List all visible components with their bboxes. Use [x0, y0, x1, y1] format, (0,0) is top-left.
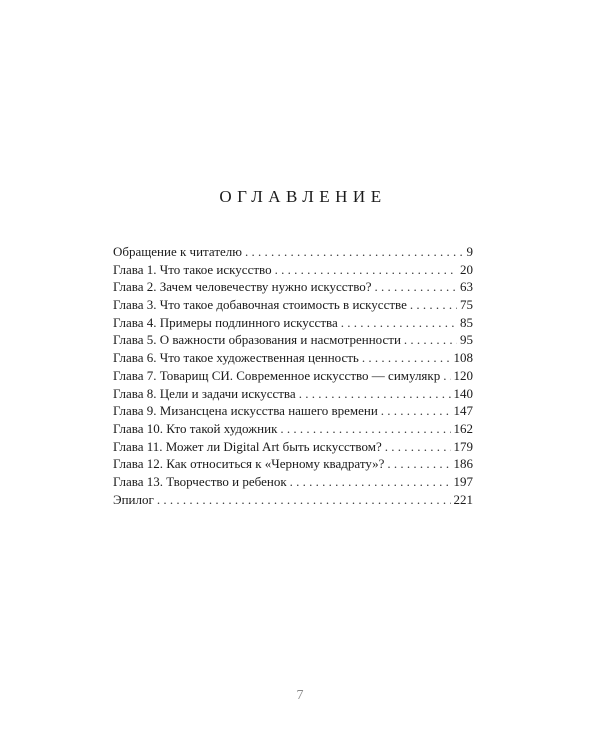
toc-entry-page: 20	[460, 261, 473, 277]
toc-dot-leader	[381, 402, 451, 420]
toc-dot-leader	[443, 367, 450, 385]
toc-entry-page: 85	[460, 314, 473, 330]
toc-entry-label: Глава 12. Как относиться к «Черному квадрату»?	[113, 456, 385, 472]
toc-entry	[113, 385, 473, 403]
toc-entry	[113, 402, 473, 420]
toc-entry-label: Глава 13. Творчество и ребенок	[113, 473, 287, 489]
toc-entry-page: 95	[460, 332, 473, 348]
toc-entry-label: Эпилог	[113, 491, 154, 507]
toc-entry-label: Глава 3. Что такое добавочная стоимость в искусстве	[113, 297, 407, 313]
toc-dot-leader	[275, 261, 457, 279]
toc-entry-label: Глава 4. Примеры подлинного искусства	[113, 314, 338, 330]
toc-dot-leader	[387, 455, 450, 473]
toc-entry	[113, 367, 473, 385]
toc-entry	[113, 314, 473, 332]
toc-entry	[113, 296, 473, 314]
toc-entry-page: 197	[453, 473, 473, 489]
toc-entry-label: Глава 7. Товарищ СИ. Современное искусство — симулякр	[113, 367, 441, 383]
toc-list	[113, 243, 473, 508]
toc-entry-label: Глава 6. Что такое художественная ценность	[113, 350, 359, 366]
toc-entry-page: 221	[453, 491, 473, 507]
toc-entry	[113, 261, 473, 279]
toc-dot-leader	[299, 385, 451, 403]
toc-entry	[113, 420, 473, 438]
toc-entry	[113, 243, 473, 261]
toc-entry	[113, 331, 473, 349]
toc-entry-label: Глава 10. Кто такой художник	[113, 420, 278, 436]
toc-entry	[113, 278, 473, 296]
toc-dot-leader	[385, 438, 451, 456]
toc-entry-label: Глава 1. Что такое искусство	[113, 261, 272, 277]
toc-entry-page: 147	[453, 403, 473, 419]
toc-dot-leader	[410, 296, 457, 314]
toc-entry-label: Глава 11. Может ли Digital Art быть искусством?	[113, 438, 382, 454]
toc-dot-leader	[375, 278, 457, 296]
toc-entry-page: 162	[453, 420, 473, 436]
toc-dot-leader	[157, 491, 451, 509]
toc-dot-leader	[280, 420, 450, 438]
toc-entry-label: Обращение к читателю	[113, 244, 242, 259]
page-number: 7	[296, 688, 304, 703]
toc-entry	[113, 473, 473, 491]
toc-entry-label: Глава 8. Цели и задачи искусства	[113, 385, 296, 401]
toc-entry	[113, 491, 473, 509]
toc-dot-leader	[290, 473, 451, 491]
toc-entry-page: 120	[453, 367, 473, 383]
toc-entry	[113, 438, 473, 456]
toc-entry-page: 108	[453, 350, 473, 366]
toc-entry	[113, 349, 473, 367]
toc-entry-label: Глава 2. Зачем человечеству нужно искусство?	[113, 279, 372, 295]
toc-dot-leader	[341, 314, 457, 332]
toc-entry	[113, 455, 473, 473]
toc-entry-label: Глава 5. О важности образования и насмотренности	[113, 332, 401, 348]
toc-entry-page: 63	[460, 279, 473, 295]
toc-entry-label: Глава 9. Мизансцена искусства нашего времени	[113, 403, 378, 419]
toc-dot-leader	[362, 349, 451, 367]
toc-entry-page: 186	[453, 456, 473, 472]
toc-entry-page: 179	[453, 438, 473, 454]
toc-dot-leader	[404, 331, 457, 349]
toc-title: ОГЛАВЛЕНИЕ	[219, 187, 387, 206]
toc-entry-page: 75	[460, 297, 473, 313]
toc-dot-leader	[245, 243, 464, 261]
toc-entry-page: 140	[453, 385, 473, 401]
toc-entry-page: 9	[466, 244, 473, 259]
